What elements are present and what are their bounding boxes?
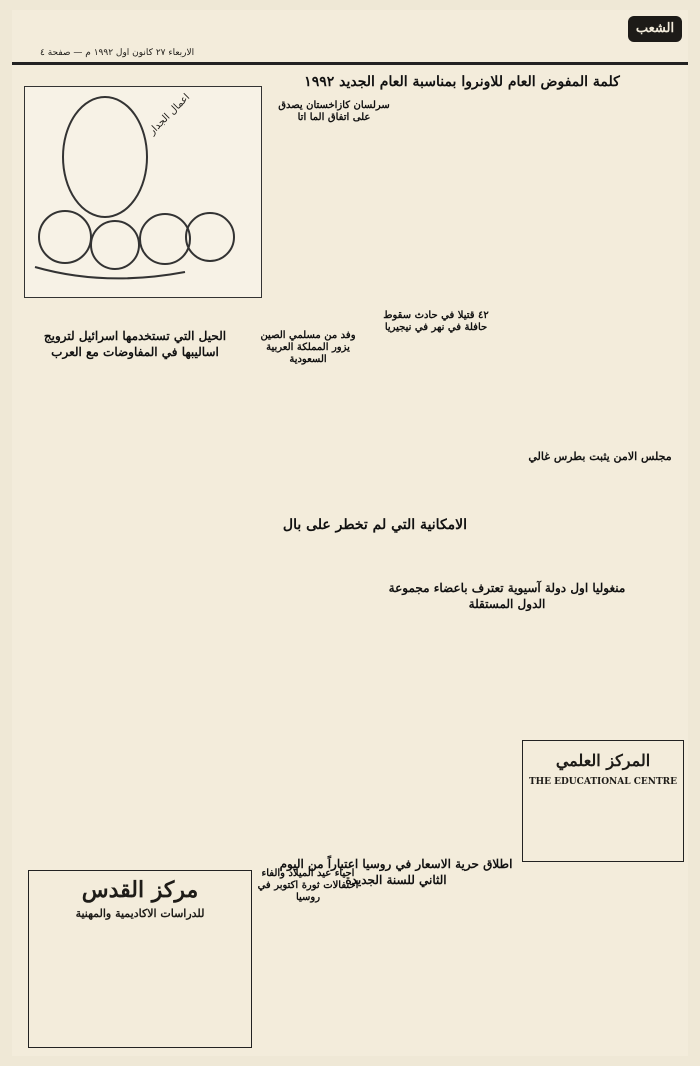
ad-quds-subtitle: للدراسات الاكاديمية والمهنية bbox=[75, 907, 205, 920]
top-headline: كلمة المفوض العام للاونروا بمناسبة العام الجديد ١٩٩٢ bbox=[304, 74, 620, 90]
story-israel-tactics: الحيل التي تستخدمها اسرائيل لترويج اساليبها في المفاوضات مع العرب bbox=[43, 329, 227, 359]
cartoon bbox=[24, 86, 262, 298]
story-ghali: مجلس الامن يثبت بطرس غالي bbox=[528, 450, 672, 463]
story-kazakhstan: سرلسان كازاخستان يصدق على اتفاق الما اتا bbox=[278, 100, 390, 123]
story-possibility: الامكانية التي لم تخطر على بال bbox=[282, 517, 468, 533]
story-christmas: احياء عيد الميلاد والفاء احتفالات ثورة اكتوبر في روسيا bbox=[257, 868, 359, 903]
newspaper-page bbox=[12, 10, 688, 1056]
dateline: الاربعاء ٢٧ كانون اول ١٩٩٢ م — صفحة ٤ bbox=[40, 48, 195, 58]
story-nigeria-bus: ٤٢ قتيلا في حادث سقوط حافلة في نهر في نيجيريا bbox=[383, 310, 489, 333]
story-china-muslims: وفد من مسلمي الصين يزور المملكة العربية السعودية bbox=[260, 330, 356, 365]
story-russia-prices: اطلاق حرية الاسعار في روسيا اعتباراً من اليوم الثاني للسنة الجديدة bbox=[279, 857, 513, 887]
ad-quds-center bbox=[28, 870, 252, 1048]
story-mongolia: منغوليا اول دولة آسيوية تعترف باعضاء مجموعة الدول المستقلة bbox=[388, 581, 626, 611]
cartoon-drawing bbox=[25, 87, 261, 297]
ad-quds-title: مركز القدس bbox=[81, 877, 199, 903]
cartoon-caption: اعمال الجدار bbox=[146, 91, 193, 138]
ad-educational-centre bbox=[522, 740, 684, 862]
ad-educational-title: المركز العلمي bbox=[555, 751, 651, 770]
ad-educational-subtitle: THE EDUCATIONAL CENTRE bbox=[528, 777, 678, 787]
newspaper-logo: الشعب bbox=[628, 16, 682, 42]
